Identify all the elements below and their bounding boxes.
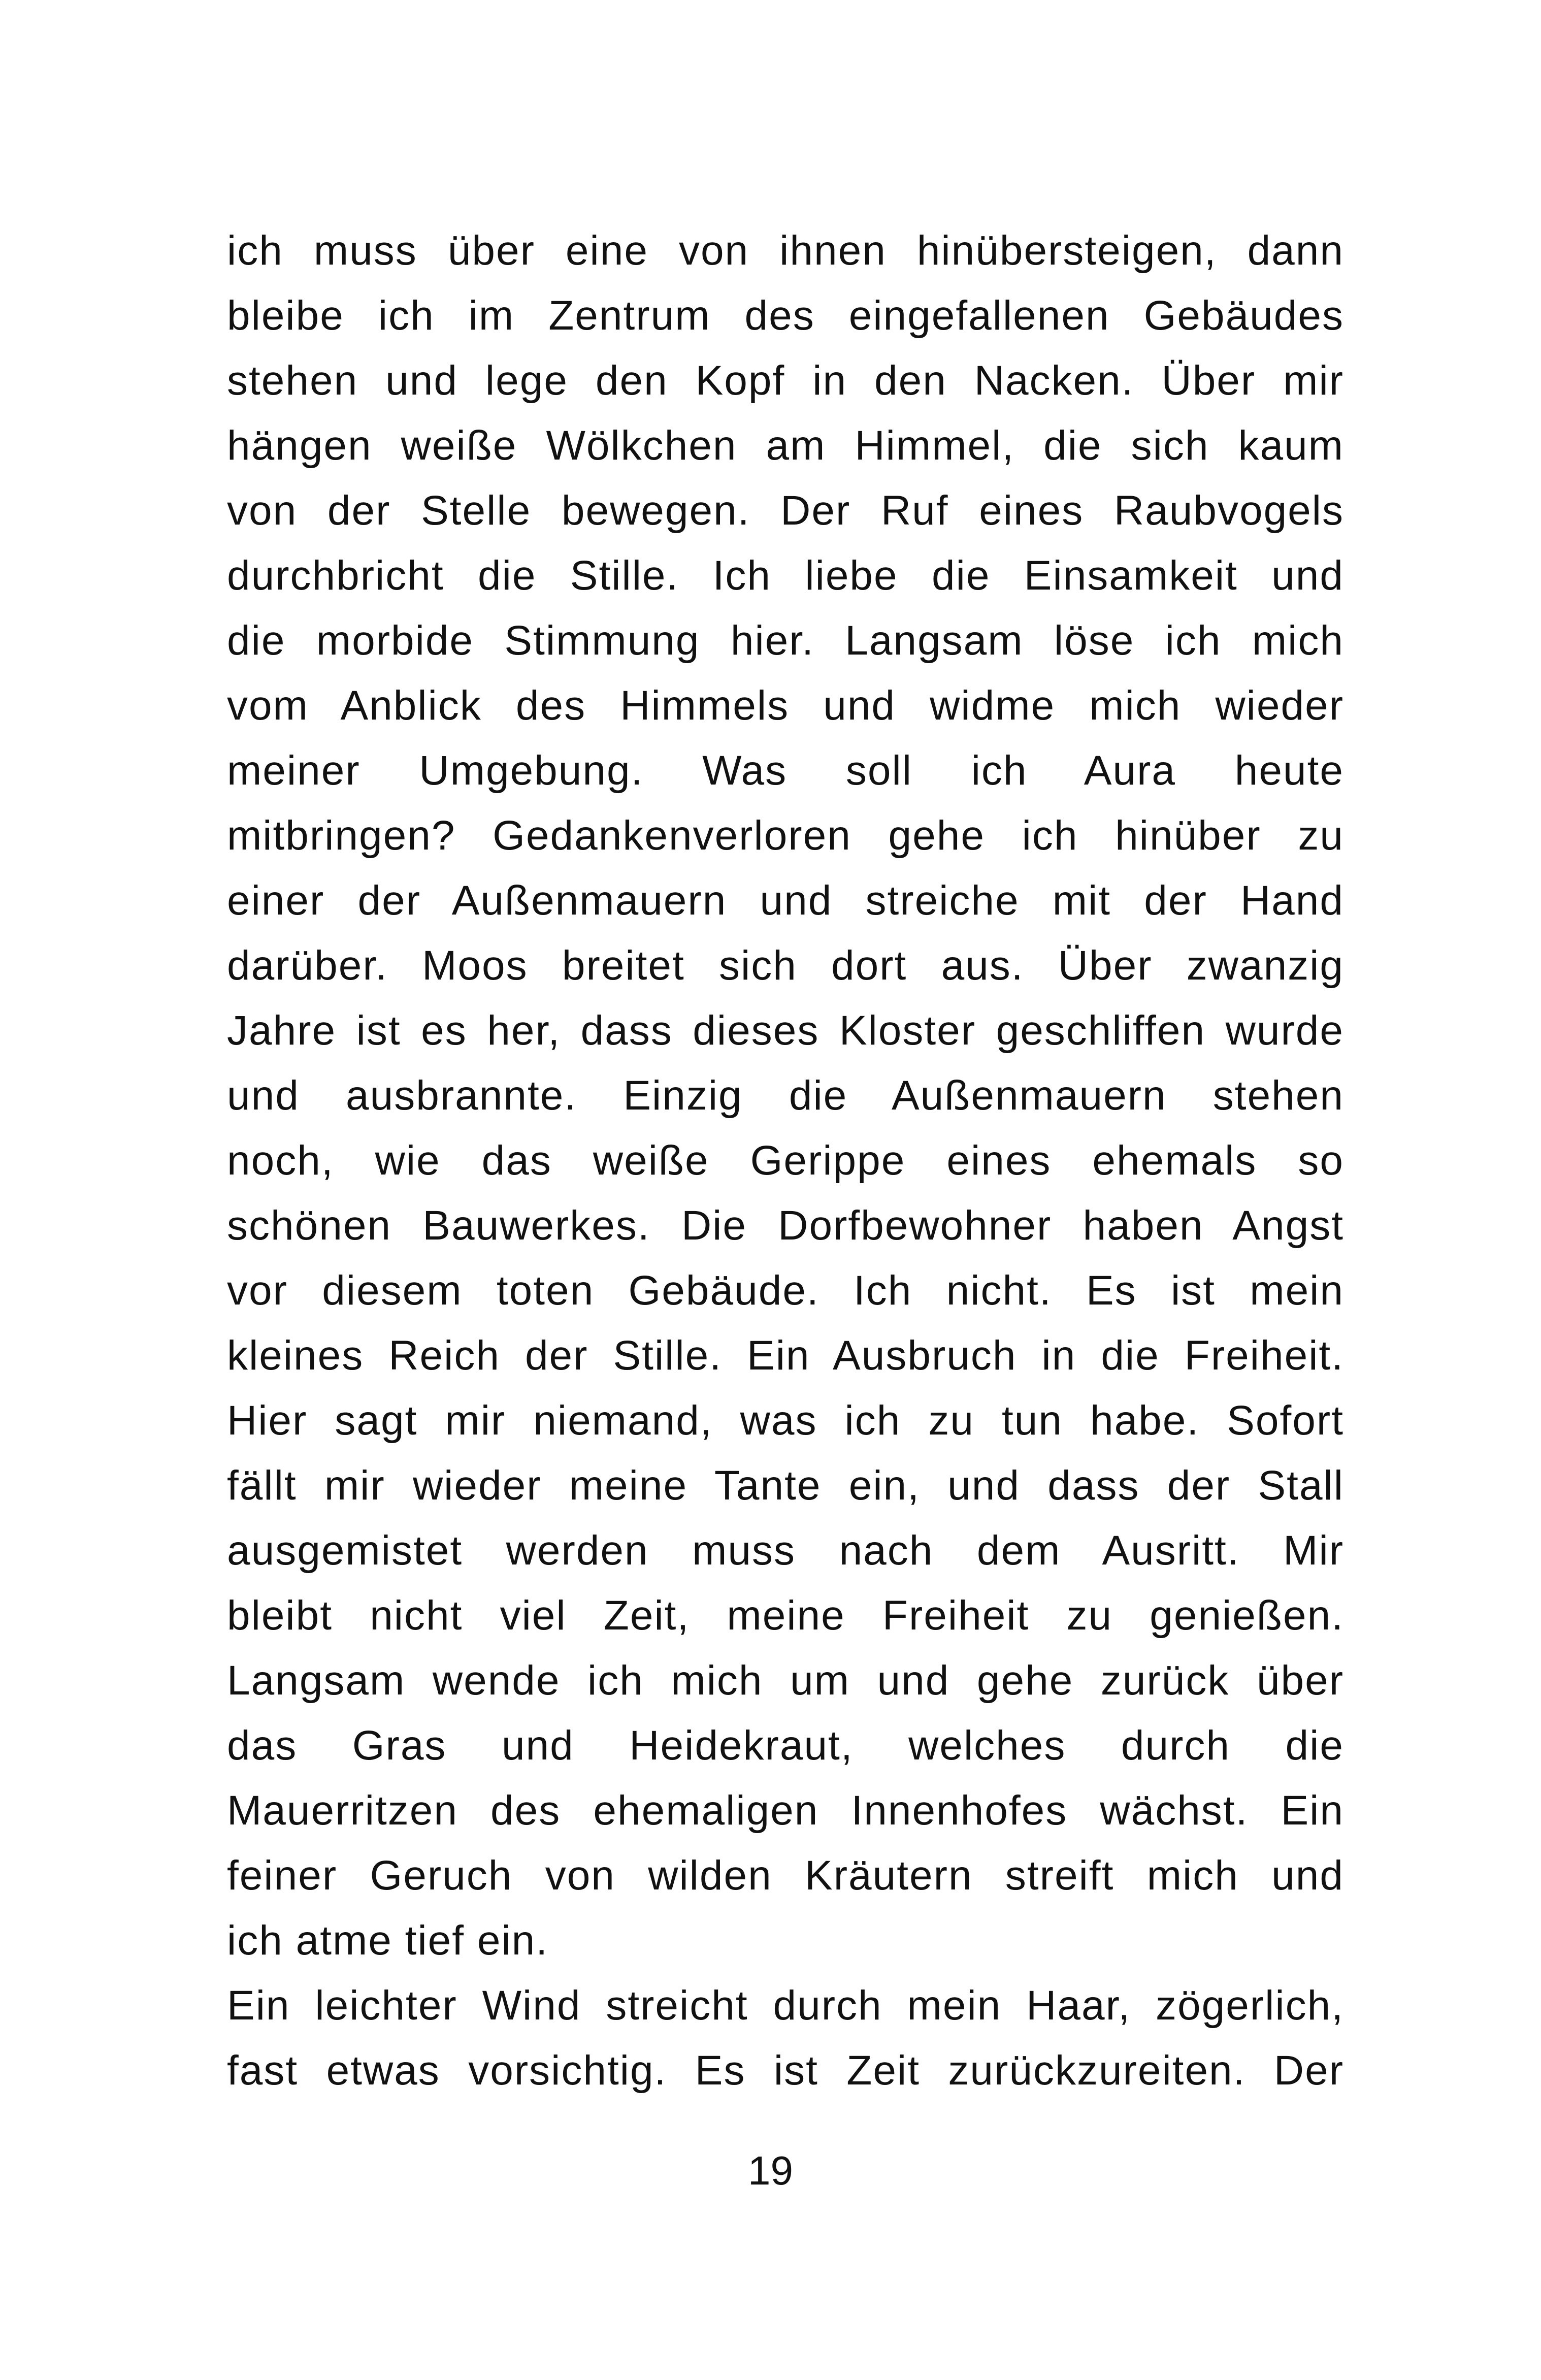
body-text — [227, 218, 1344, 2103]
text-line: Jahre ist es her, dass dieses Kloster geschliffen wurde — [227, 1007, 1344, 1054]
text-line: feiner Geruch von wilden Kräutern streift mich und — [227, 1852, 1344, 1899]
text-line: vor diesem toten Gebäude. Ich nicht. Es ist mein — [227, 1267, 1344, 1314]
text-line: bleibe ich im Zentrum des eingefallenen Gebäudes — [227, 292, 1344, 339]
text-line: das Gras und Heidekraut, welches durch die — [227, 1722, 1344, 1769]
text-line: kleines Reich der Stille. Ein Ausbruch in die Freiheit. — [227, 1332, 1344, 1379]
text-line: darüber. Moos breitet sich dort aus. Über zwanzig — [227, 942, 1344, 989]
text-line: von der Stelle bewegen. Der Ruf eines Raubvogels — [227, 487, 1344, 534]
text-line: mitbringen? Gedankenverloren gehe ich hinüber zu — [227, 812, 1344, 859]
text-line: die morbide Stimmung hier. Langsam löse ich mich — [227, 617, 1344, 664]
text-line: Ein leichter Wind streicht durch mein Haar, zögerlich, — [227, 1982, 1344, 2029]
text-line: einer der Außenmauern und streiche mit der Hand — [227, 877, 1344, 924]
text-line: Hier sagt mir niemand, was ich zu tun habe. Sofort — [227, 1397, 1344, 1444]
page-number: 19 — [748, 2148, 793, 2193]
text-line: fast etwas vorsichtig. Es ist Zeit zurückzureiten. Der — [227, 2047, 1344, 2094]
text-line: Mauerritzen des ehemaligen Innenhofes wächst. Ein — [227, 1787, 1344, 1834]
text-line: stehen und lege den Kopf in den Nacken. Über mir — [227, 357, 1344, 404]
text-line: hängen weiße Wölkchen am Himmel, die sich kaum — [227, 422, 1344, 469]
text-line: schönen Bauwerkes. Die Dorfbewohner haben Angst — [227, 1202, 1344, 1249]
text-line: meiner Umgebung. Was soll ich Aura heute — [227, 747, 1344, 794]
text-line: durchbricht die Stille. Ich liebe die Einsamkeit und — [227, 552, 1344, 599]
text-line: fällt mir wieder meine Tante ein, und dass der Stall — [227, 1462, 1344, 1509]
text-line: ausgemistet werden muss nach dem Ausritt. Mir — [227, 1527, 1344, 1574]
text-line: ich muss über eine von ihnen hinübersteigen, dann — [227, 227, 1344, 274]
text-line: vom Anblick des Himmels und widme mich wieder — [227, 682, 1344, 729]
text-line: bleibt nicht viel Zeit, meine Freiheit zu genießen. — [227, 1592, 1344, 1639]
paragraph-end-line: ich atme tief ein. — [227, 1917, 549, 1964]
text-line: und ausbrannte. Einzig die Außenmauern stehen — [227, 1072, 1344, 1119]
text-line: noch, wie das weiße Gerippe eines ehemals so — [227, 1137, 1344, 1184]
text-line: Langsam wende ich mich um und gehe zurück über — [227, 1657, 1344, 1704]
